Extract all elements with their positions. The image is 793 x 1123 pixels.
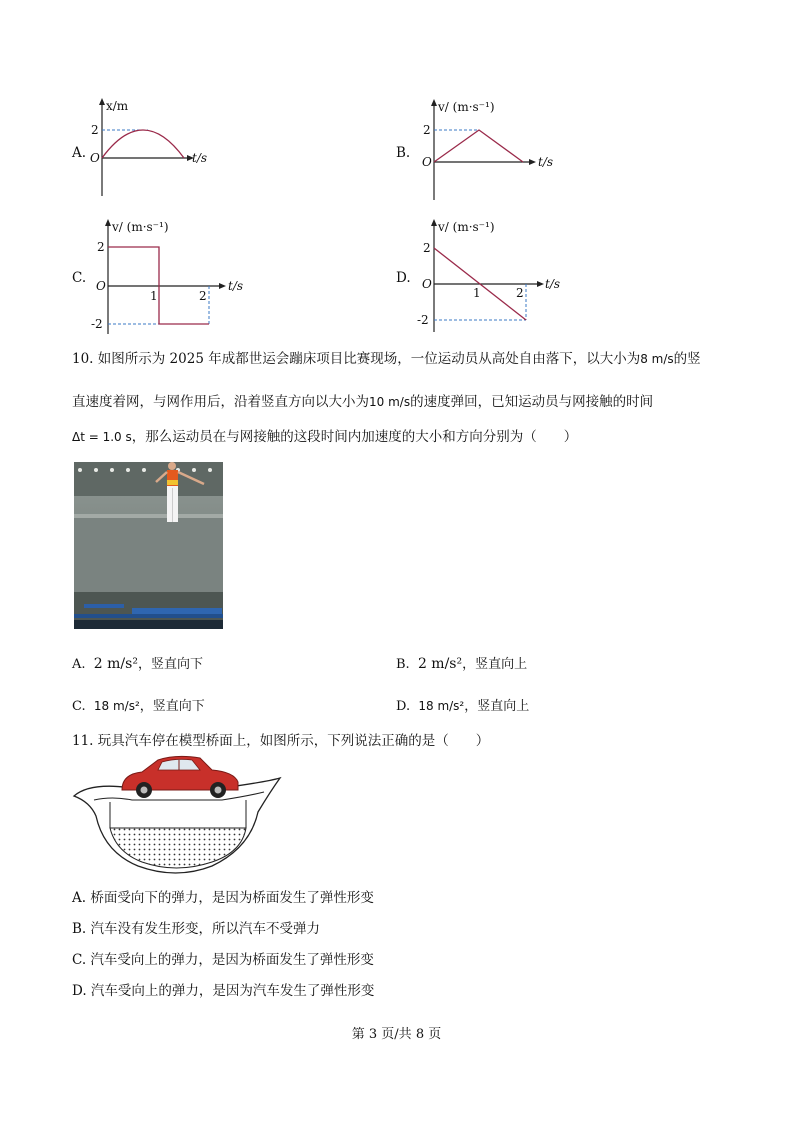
q10-option-d[interactable]: D. 18 m/s²，竖直向上 <box>396 699 530 714</box>
q11-option-d[interactable]: D. 汽车受向上的弹力，是因为汽车发生了弹性形变 <box>72 983 375 999</box>
option-c-label: C. <box>72 270 87 286</box>
x-tick-label-2: 2 <box>199 289 207 303</box>
graph-c <box>88 216 258 336</box>
x-axis-label: t/s <box>228 279 244 293</box>
x-tick-label-1: 1 <box>150 289 158 303</box>
origin-label: O <box>422 277 432 291</box>
x-axis-arrow <box>219 283 226 289</box>
q10-line-3: Δt = 1.0 s，那么运动员在与网接触的这段时间内加速度的大小和方向分别为（ ） <box>72 429 578 445</box>
y-axis-arrow <box>99 98 105 105</box>
velocity-segment-positive <box>108 247 159 286</box>
y-axis-arrow <box>431 219 437 226</box>
y-tick-label-positive: 2 <box>97 240 105 254</box>
q11-option-b[interactable]: B. 汽车没有发生形变，所以汽车不受弹力 <box>72 921 321 937</box>
y-axis-label: x/m <box>106 99 129 113</box>
x-axis-arrow <box>529 159 536 165</box>
x-axis-label: t/s <box>538 155 554 169</box>
q10-option-a[interactable]: A. 2 m/s²，竖直向下 <box>72 656 203 672</box>
q11-stem: 11. 玩具汽车停在模型桥面上，如图所示，下列说法正确的是（ ） <box>72 733 490 749</box>
y-axis-label: v/ (m·s⁻¹) <box>438 100 495 114</box>
parabola-curve <box>102 130 184 158</box>
y-tick-label-negative: -2 <box>91 317 103 331</box>
page-footer: 第 3 页/共 8 页 <box>351 1027 442 1042</box>
y-tick-label: 2 <box>423 123 431 137</box>
q11-option-c[interactable]: C. 汽车受向上的弹力，是因为桥面发生了弹性形变 <box>72 952 374 968</box>
y-tick-label-positive: 2 <box>423 241 431 255</box>
x-tick-label-1: 1 <box>473 286 481 300</box>
y-axis-label: v/ (m·s⁻¹) <box>112 220 169 234</box>
speed-value: 10 m/s <box>369 395 411 409</box>
graph-d <box>412 216 572 336</box>
option-d-label: D. <box>396 270 411 286</box>
origin-label: O <box>96 279 106 293</box>
q10-line-1: 10. 如图所示为 2025 年成都世运会蹦床项目比赛现场，一位运动员从高处自由落下，以大小为8 m/s的竖 <box>72 351 701 367</box>
q11-option-a[interactable]: A. 桥面受向下的弹力，是因为桥面发生了弹性形变 <box>72 890 374 906</box>
toy-car-bridge-figure <box>72 752 284 880</box>
y-axis-label: v/ (m·s⁻¹) <box>438 220 495 234</box>
y-tick-label-negative: -2 <box>417 313 429 327</box>
x-axis-label: t/s <box>192 151 208 165</box>
option-a-label: A. <box>72 145 87 161</box>
option-b-label: B. <box>396 145 411 161</box>
velocity-line <box>434 130 523 162</box>
q10-option-b[interactable]: B. 2 m/s²，竖直向上 <box>396 656 528 672</box>
x-axis-label: t/s <box>545 277 561 291</box>
q10-line-2: 直速度着网，与网作用后，沿着竖直方向以大小为10 m/s的速度弹回，已知运动员与网接触的时间 <box>72 394 654 410</box>
y-tick-label: 2 <box>91 123 99 137</box>
graph-b <box>412 96 572 204</box>
time-value: Δt = 1.0 s <box>72 430 132 444</box>
x-tick-label-2: 2 <box>516 286 524 300</box>
trampoline-photo <box>74 462 223 629</box>
origin-label: O <box>90 151 100 165</box>
graph-a <box>82 96 232 201</box>
x-axis-arrow <box>537 281 544 287</box>
q10-option-c[interactable]: C. 18 m/s²，竖直向下 <box>72 699 205 714</box>
speed-value: 8 m/s <box>640 352 674 366</box>
y-axis-arrow <box>105 219 111 226</box>
y-axis-arrow <box>431 99 437 106</box>
origin-label: O <box>422 155 432 169</box>
